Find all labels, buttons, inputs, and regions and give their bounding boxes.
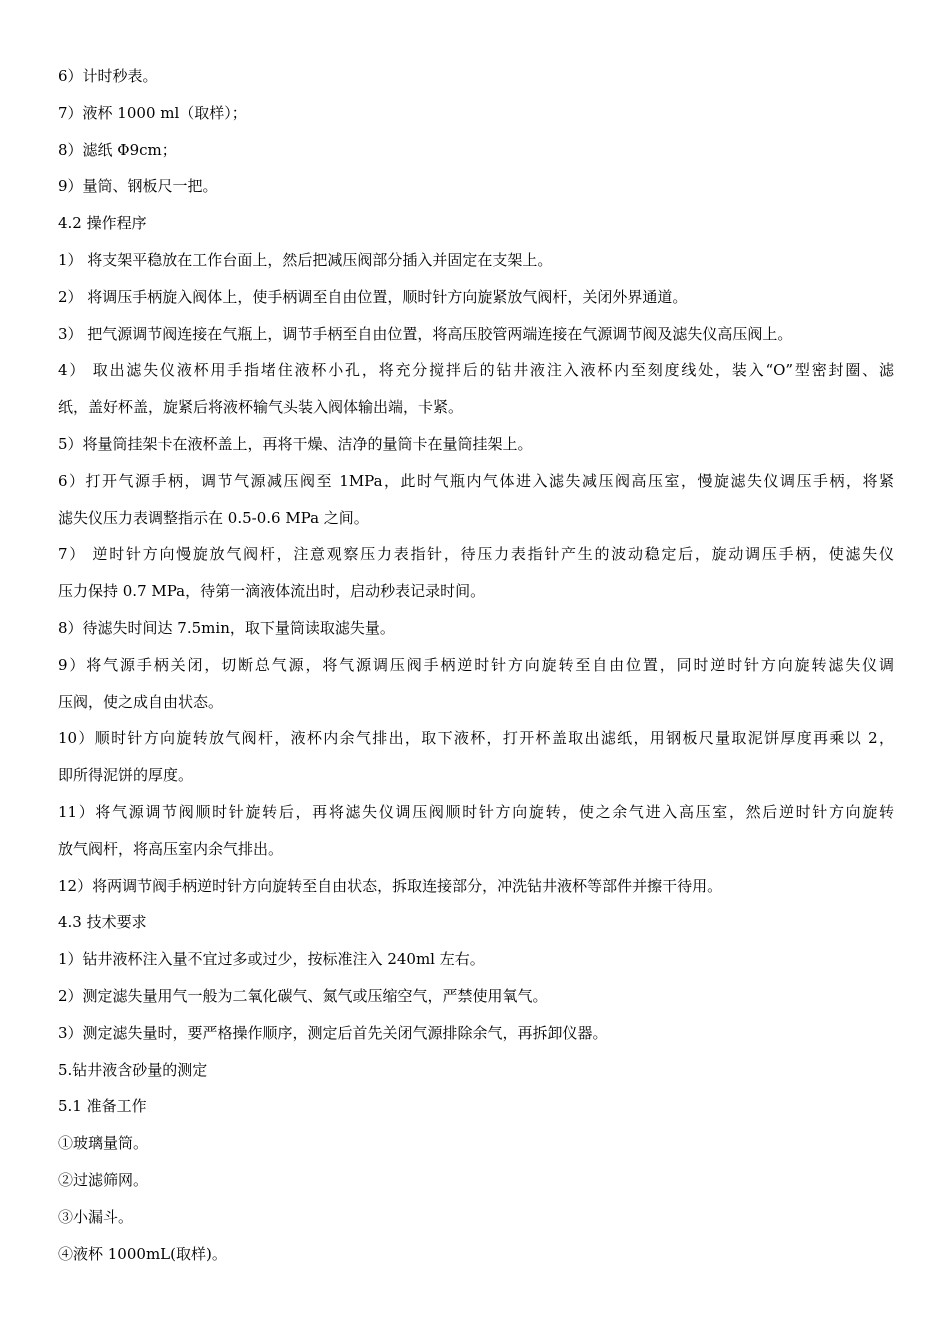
section-heading-4-3: 4.3 技术要求: [58, 913, 147, 932]
text-line-30: ①玻璃量筒。: [58, 1134, 149, 1153]
text-line-10: 纸，盖好杯盖，旋紧后将液杯输气头装入阀体输出端，卡紧。: [58, 398, 464, 417]
section-heading-5-1: 5.1 准备工作: [58, 1097, 147, 1116]
text-line-19: 10）顺时针方向旋转放气阀杆，液杯内余气排出，取下液杯，打开杯盖取出滤纸，用钢板尺量取泥饼厚度再乘以 2，: [58, 729, 894, 748]
text-line-11: 5）将量筒挂架卡在液杯盖上，再将干燥、洁净的量筒卡在量筒挂架上。: [58, 434, 533, 453]
text-line-25: 1）钻井液杯注入量不宜过多或过少，按标准注入 240ml 左右。: [58, 950, 485, 969]
text-line-26: 2）测定滤失量用气一般为二氧化碳气、氮气或压缩空气，严禁使用氧气。: [58, 986, 548, 1005]
text-line-16: 8）待滤失时间达 7.5min，取下量筒读取滤失量。: [58, 618, 395, 637]
text-line-14: 7） 逆时针方向慢旋放气阀杆，注意观察压力表指针，待压力表指针产生的波动稳定后，旋动调压手柄，使滤失仪: [58, 545, 894, 564]
text-line-4: 9）量筒、钢板尺一把。: [58, 177, 218, 196]
text-line-6: 1） 将支架平稳放在工作台面上，然后把减压阀部分插入并固定在支架上。: [58, 250, 553, 269]
text-line-2: 7）液杯 1000 ml（取样）；: [58, 103, 247, 122]
text-line-31: ②过滤筛网。: [58, 1170, 149, 1189]
text-line-33: ④液杯 1000mL(取样)。: [58, 1244, 227, 1263]
text-line-12: 6）打开气源手柄，调节气源减压阀至 1MPa，此时气瓶内气体进入滤失减压阀高压室，慢旋滤失仪调压手柄，将紧: [58, 471, 894, 490]
text-line-3: 8）滤纸 Φ9cm；: [58, 140, 177, 159]
text-line-18: 压阀，使之成自由状态。: [58, 692, 224, 711]
text-line-13: 滤失仪压力表调整指示在 0.5-0.6 MPa 之间。: [58, 508, 369, 527]
document-page: [58, 58, 894, 1272]
text-line-27: 3）测定滤失量时，要严格操作顺序，测定后首先关闭气源排除余气，再拆卸仪器。: [58, 1023, 608, 1042]
section-heading-4-2: 4.2 操作程序: [58, 214, 147, 233]
section-heading-5: 5.钻井液含砂量的测定: [58, 1060, 208, 1079]
text-line-23: 12）将两调节阀手柄逆时针方向旋转至自由状态，拆取连接部分，冲洗钻井液杯等部件并擦干待用。: [58, 876, 723, 895]
text-line-8: 3） 把气源调节阀连接在气瓶上，调节手柄至自由位置，将高压胶管两端连接在气源调节阀及滤失仪高压阀上。: [58, 324, 793, 343]
text-line-1: 6）计时秒表。: [58, 67, 158, 85]
text-line-20: 即所得泥饼的厚度。: [58, 766, 194, 785]
text-line-15: 压力保持 0.7 MPa，待第一滴液体流出时，启动秒表记录时间。: [58, 582, 486, 601]
text-line-7: 2） 将调压手柄旋入阀体上，使手柄调至自由位置，顺时针方向旋紧放气阀杆，关闭外界通道。: [58, 287, 688, 306]
text-line-21: 11）将气源调节阀顺时针旋转后，再将滤失仪调压阀顺时针方向旋转，使之余气进入高压室，然后逆时针方向旋转: [58, 802, 894, 821]
text-line-22: 放气阀杆，将高压室内余气排出。: [58, 839, 284, 858]
text-line-32: ③小漏斗。: [58, 1207, 134, 1226]
text-line-17: 9）将气源手柄关闭，切断总气源，将气源调压阀手柄逆时针方向旋转至自由位置，同时逆时针方向旋转滤失仪调: [58, 655, 894, 674]
text-line-9: 4） 取出滤失仪液杯用手指堵住液杯小孔，将充分搅拌后的钻井液注入液杯内至刻度线处，装入“O”型密封圈、滤: [58, 361, 894, 380]
